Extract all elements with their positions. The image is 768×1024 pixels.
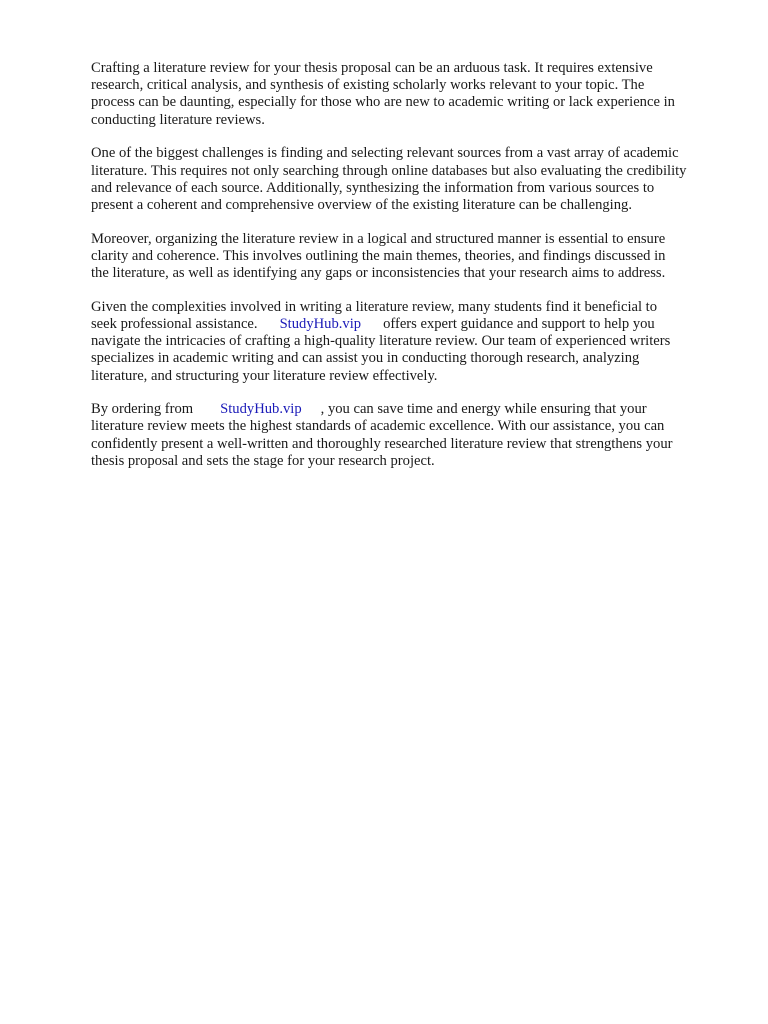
text-line: literature, and structuring your literature review effectively. <box>91 367 438 384</box>
text-line-with-link <box>91 401 731 418</box>
text-fragment: offers expert guidance and support to help you <box>383 315 655 332</box>
text-line: confidently present a well-written and thoroughly researched literature review that strengthens your <box>91 435 673 452</box>
text-line: Moreover, organizing the literature review in a logical and structured manner is essential to ensure <box>91 230 666 247</box>
text-line: process can be daunting, especially for those who are new to academic writing or lack experience in <box>91 94 675 111</box>
text-line: research, critical analysis, and synthesis of existing scholarly works relevant to your topic. The <box>91 77 645 94</box>
text-line: Given the complexities involved in writing a literature review, many students find it beneficial to <box>91 298 658 315</box>
studyhub-link[interactable]: StudyHub.vip <box>279 315 362 332</box>
text-line: and relevance of each source. Additionally, synthesizing the information from various sources to <box>91 179 655 196</box>
paragraph-challenges <box>91 145 731 214</box>
studyhub-link[interactable]: StudyHub.vip <box>220 401 302 418</box>
text-line: thesis proposal and sets the stage for your research project. <box>91 452 435 469</box>
paragraph-organizing <box>91 231 731 283</box>
text-line: clarity and coherence. This involves outlining the main themes, theories, and findings discussed in <box>91 247 666 264</box>
text-line-with-link <box>91 316 731 333</box>
text-fragment: , you can save time and energy while ensuring that your <box>320 401 647 418</box>
text-line: navigate the intricacies of crafting a high-quality literature review. Our team of experienced writers <box>91 333 671 350</box>
text-line: One of the biggest challenges is finding and selecting relevant sources from a vast array of academic <box>91 145 679 162</box>
text-fragment: By ordering from <box>91 401 194 418</box>
text-line: specializes in academic writing and can assist you in conducting thorough research, analyzing <box>91 350 640 367</box>
text-line: literature. This requires not only searching through online databases but also evaluating the credibility <box>91 162 687 179</box>
document-body <box>91 60 731 487</box>
paragraph-ordering <box>91 401 731 470</box>
paragraph-intro <box>91 60 731 129</box>
text-line: literature review meets the highest standards of academic excellence. With our assistance, you can <box>91 418 665 435</box>
text-fragment: seek professional assistance. <box>91 315 258 332</box>
text-line: the literature, as well as identifying any gaps or inconsistencies that your research aims to address. <box>91 265 666 282</box>
text-line: Crafting a literature review for your thesis proposal can be an arduous task. It requires extensive <box>91 60 653 76</box>
text-line: present a coherent and comprehensive overview of the existing literature can be challenging. <box>91 196 632 213</box>
text-line: conducting literature reviews. <box>91 111 265 128</box>
paragraph-assistance <box>91 299 731 385</box>
